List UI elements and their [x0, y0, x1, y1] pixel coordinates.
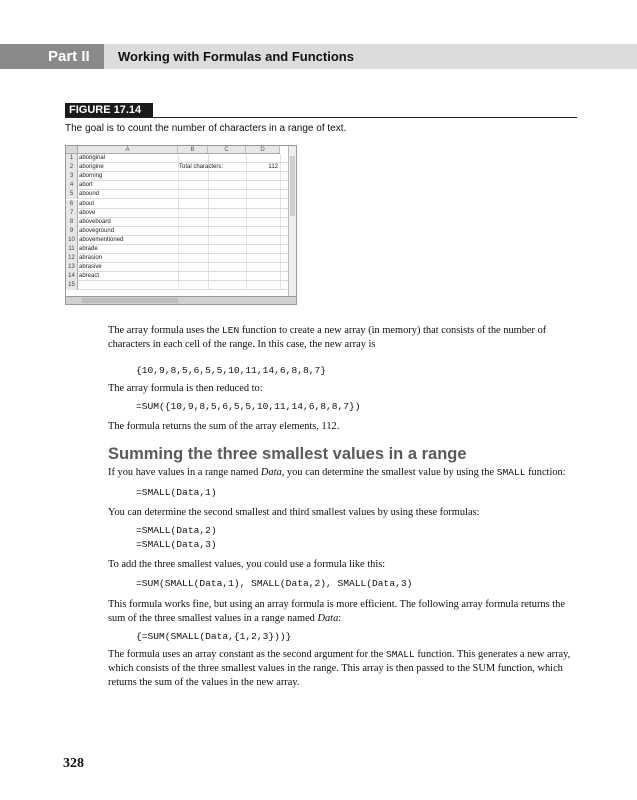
cell-a: above	[79, 209, 96, 216]
column-header-c: C	[208, 146, 246, 154]
code-sum-small: =SUM(SMALL(Data,1), SMALL(Data,2), SMALL(Data,3)	[136, 578, 413, 589]
sheet-row	[66, 218, 288, 227]
paragraph-returns: The formula returns the sum of the array elements, 112.	[108, 421, 340, 432]
spreadsheet-screenshot	[65, 145, 297, 305]
cell-a: abreact	[79, 273, 100, 280]
paragraph-array-constant: The formula uses an array constant as the second argument for the SMALL function. This generates a new array, which consists of the three smallest values in the range. This array is then passed to the SUM function, which returns the sum of the values in the new array.	[108, 649, 571, 688]
row-number: 9	[66, 227, 78, 236]
paragraph-add-three: To add the three smallest values, you could use a formula like this:	[108, 559, 386, 570]
sheet-row	[66, 181, 288, 190]
column-header-d: D	[246, 146, 280, 154]
code-small-3: =SMALL(Data,3)	[136, 539, 217, 550]
cell-a: aboveboard	[79, 218, 111, 225]
cell-a: aboveground	[79, 227, 115, 234]
cell-a: abound	[79, 191, 100, 198]
row-number: 10	[66, 236, 78, 245]
figure-label: FIGURE 17.14	[65, 103, 153, 118]
header-title: Working with Formulas and Functions	[118, 49, 354, 64]
sheet-row	[66, 154, 288, 163]
cell-a: aborigine	[79, 164, 104, 171]
vertical-scrollbar	[288, 146, 296, 297]
part-label: Part II	[48, 48, 90, 65]
column-header-a: A	[78, 146, 178, 154]
sheet-row	[66, 227, 288, 236]
cell-a: about	[79, 200, 95, 207]
code-array-formula: {=SUM(SMALL(Data,{1,2,3}))}	[136, 631, 292, 642]
sheet-row	[66, 272, 288, 281]
cell-a: abovementioned	[79, 236, 124, 243]
sheet-row	[66, 254, 288, 263]
row-number: 12	[66, 254, 78, 263]
row-number: 14	[66, 272, 78, 281]
row-number: 13	[66, 263, 78, 272]
figure-caption: The goal is to count the number of characters in a range of text.	[65, 123, 347, 134]
paragraph-efficient: This formula works fine, but using an array formula is more efficient. The following array formula returns the sum of the three smallest values in a range named Data:	[108, 599, 565, 624]
paragraph-len: The array formula uses the LEN function to create a new array (in memory) that consists of the number of characters in each cell of the range. In this case, the new array is	[108, 325, 547, 350]
row-number: 11	[66, 245, 78, 254]
total-characters-label: Total characters:	[179, 164, 224, 171]
inline-code: SMALL	[385, 649, 415, 660]
paragraph-reduced: The array formula is then reduced to:	[108, 383, 263, 394]
horizontal-scrollbar	[66, 296, 296, 304]
row-number: 3	[66, 172, 78, 181]
cell-a: abrasive	[79, 264, 102, 271]
row-number: 4	[66, 181, 78, 190]
sheet-row	[66, 281, 288, 290]
code-array: {10,9,8,5,6,5,5,10,11,14,6,8,8,7}	[136, 365, 326, 376]
row-number: 15	[66, 281, 78, 290]
row-number: 1	[66, 154, 78, 163]
sheet-row	[66, 190, 288, 199]
cell-a: abrade	[79, 246, 98, 252]
sheet-row	[66, 245, 288, 254]
figure-rule	[65, 117, 577, 118]
sheet-row	[66, 172, 288, 181]
section-heading: Summing the three smallest values in a range	[108, 445, 467, 463]
sheet-row	[66, 163, 288, 172]
row-number: 2	[66, 163, 78, 172]
sheet-row	[66, 200, 288, 209]
inline-code: LEN	[221, 325, 240, 336]
inline-code: SMALL	[496, 467, 526, 478]
cell-a: abrasion	[79, 255, 103, 262]
code-small-1: =SMALL(Data,1)	[136, 487, 217, 498]
row-number: 6	[66, 200, 78, 209]
row-number: 7	[66, 209, 78, 218]
sheet-row	[66, 263, 288, 272]
cell-a: aborning	[79, 173, 103, 180]
code-small-2: =SMALL(Data,2)	[136, 525, 217, 536]
row-number: 5	[66, 190, 78, 199]
paragraph-small: If you have values in a range named Data, you can determine the smallest value by using the SMALL function:	[108, 467, 566, 478]
select-all-corner	[66, 146, 78, 154]
sheet-row	[66, 236, 288, 245]
cell-a: abort	[79, 182, 93, 189]
paragraph-second-third: You can determine the second smallest and third smallest values by using these formulas:	[108, 507, 480, 518]
sheet-row	[66, 209, 288, 218]
row-number: 8	[66, 218, 78, 227]
column-header-b: B	[178, 146, 208, 154]
code-sum-array: =SUM({10,9,8,5,6,5,5,10,11,14,6,8,8,7})	[136, 401, 361, 412]
cell-a: aboriginal	[79, 155, 106, 161]
total-characters-value: 112	[268, 164, 278, 171]
page-number: 328	[63, 756, 84, 771]
